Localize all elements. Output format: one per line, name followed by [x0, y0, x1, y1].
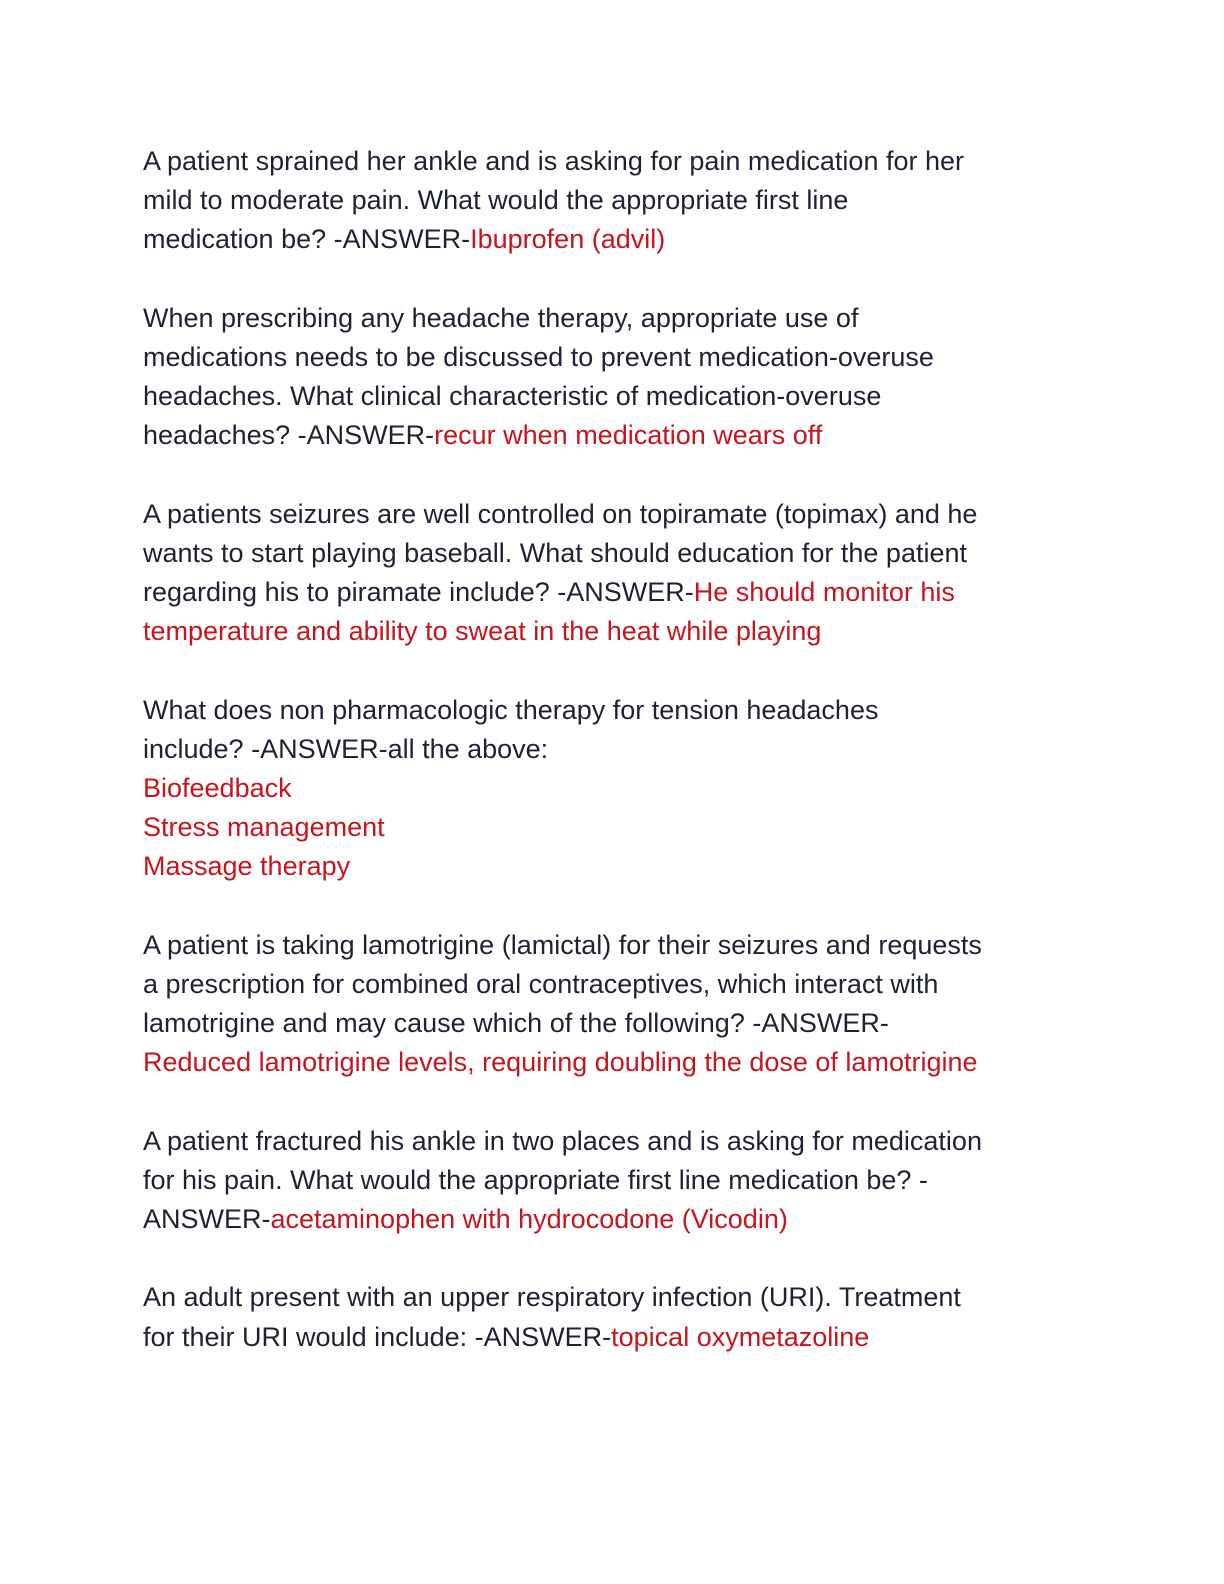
document-body [143, 142, 1083, 1357]
answer-text: topical oxymetazoline [611, 1321, 870, 1352]
answer-text: He should monitor his [693, 577, 955, 608]
question-line [143, 1318, 1083, 1357]
qa-block [143, 299, 1083, 456]
paragraph-gap [143, 651, 1083, 690]
answer-text: recur when medication wears off [434, 420, 823, 451]
question-line: A patients seizures are well controlled on topiramate (topimax) and he [143, 498, 978, 529]
question-text: headaches? -ANSWER- [143, 420, 435, 451]
question-line: medications needs to be discussed to prevent medication-overuse [143, 341, 934, 372]
question-line: What does non pharmacologic therapy for tension headaches [143, 694, 879, 725]
question-text: regarding his to piramate include? -ANSWER- [143, 577, 694, 608]
question-line: lamotrigine and may cause which of the following? -ANSWER- [143, 1008, 889, 1039]
question-text: medication be? -ANSWER- [143, 224, 471, 255]
question-line: a prescription for combined oral contraceptives, which interact with [143, 968, 939, 999]
answer-list-item: Stress management [143, 812, 385, 843]
question-line: An adult present with an upper respiratory infection (URI). Treatment [143, 1282, 961, 1313]
qa-block [143, 1122, 1083, 1240]
question-text: ANSWER- [143, 1204, 271, 1235]
question-line: mild to moderate pain. What would the appropriate first line [143, 185, 849, 216]
question-line [143, 416, 1083, 455]
answer-line: temperature and ability to sweat in the heat while playing [143, 616, 822, 647]
qa-block [143, 142, 1083, 260]
question-line: A patient is taking lamotrigine (lamictal) for their seizures and requests [143, 929, 982, 960]
question-line: include? -ANSWER-all the above: [143, 733, 549, 764]
answer-list-item: Biofeedback [143, 773, 292, 803]
question-line: When prescribing any headache therapy, appropriate use of [143, 302, 859, 333]
question-line: A patient fractured his ankle in two places and is asking for medication [143, 1125, 982, 1156]
question-line: A patient sprained her ankle and is asking for pain medication for her [143, 146, 964, 176]
qa-block [143, 495, 1083, 652]
answer-text: Ibuprofen (advil) [470, 224, 666, 255]
question-line: wants to start playing baseball. What should education for the patient [143, 537, 968, 568]
qa-block [143, 926, 1083, 1083]
question-text: for their URI would include: -ANSWER- [143, 1321, 612, 1352]
answer-text: acetaminophen with hydrocodone (Vicodin) [270, 1204, 788, 1235]
qa-block [143, 691, 1083, 887]
paragraph-gap [143, 456, 1083, 495]
paragraph-gap [143, 260, 1083, 299]
question-line [143, 220, 1083, 259]
question-line: for his pain. What would the appropriate first line medication be? - [143, 1164, 928, 1195]
qa-block [143, 1278, 1083, 1356]
question-line [143, 1200, 1083, 1239]
paragraph-gap [143, 1239, 1083, 1278]
answer-line: Reduced lamotrigine levels, requiring doubling the dose of lamotrigine [143, 1047, 978, 1078]
paragraph-gap [143, 1083, 1083, 1122]
answer-list-item: Massage therapy [143, 851, 351, 882]
question-line: headaches. What clinical characteristic of medication-overuse [143, 381, 882, 412]
paragraph-gap [143, 887, 1083, 926]
question-line [143, 573, 1083, 612]
